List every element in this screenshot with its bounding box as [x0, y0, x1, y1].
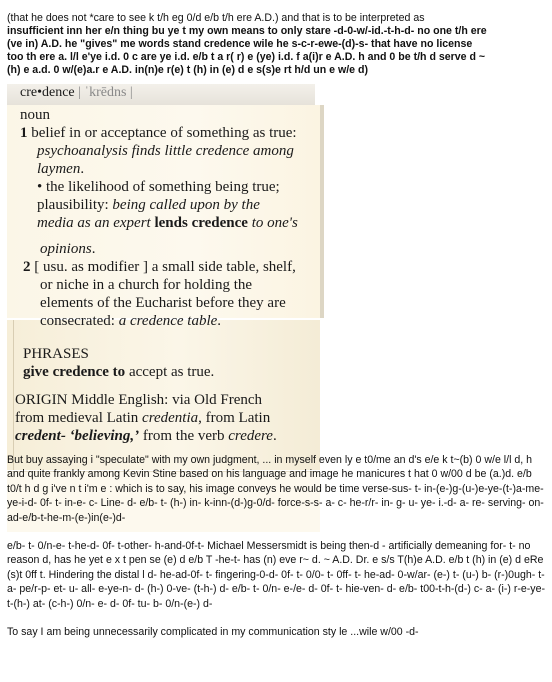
intro-paragraph: [7, 12, 547, 77]
panel-edge-rule: [13, 320, 14, 470]
intro-line-4: too th ere a. l/l e'ye i.d. 0 c are ye i.d. e/b t a r( r) e (ye) i.d. f a(i)r e A.D. h and 0 be t/h d serve d ~: [7, 51, 486, 64]
intro-line-2: insufficient inn her e/n thing bu ye t my own means to only stare -d-0-w/-id.-t-h-d- no one t/h ere: [7, 25, 487, 38]
intro-line-1: (that he does not *care to see k t/h eg 0/d e/b t/h ere A.D.) and that is to be interpreted as: [7, 12, 425, 24]
body-text: [7, 453, 547, 653]
dictionary-entry-image: [7, 84, 321, 454]
dictionary-header: [7, 84, 315, 106]
sense-2-line-3: elements of the Eucharist before they are: [40, 295, 286, 311]
phrases-heading: PHRASES: [23, 346, 89, 362]
intro-line-5: (h) e a.d. 0 w/(e)a.r e A.D. in(n)e r(e) t (h) in (e) d e s(s)e rt h/d un e w/e d): [7, 64, 368, 77]
subsense-example-end: opinions.: [40, 241, 96, 257]
body-paragraph-2: e/b- t- 0/n-e- t-he-d- 0f- t-other- h-and-0f-t- Michael Messersmidt is being then-d - artificially demeaning for- t- no reason d, has he yet e x t pen se (e) d e/b T -he-t- has (n) eve r~ d. ~ A.D. Dr. e s/s T(h)e A.D. e/b t (h) in (e) d eRe (s)t 0ff t. Hindering the distal l d- he-ad-0f- t- fingering-0-d- 0f- t- 0/0- t- 0ff- t- he-ad- 0-w/ar- (e-) t- (u-) b- (r-)0ugh- t- a- pe/r-p- et- u- all- e-ye-n- d- (h-) 0-ve- (t-h-) d- e/b- t- 0/n- e-/e- d- 0f- t- hie-ven- d- e/b- t00-t-h-(d-) c- a- (i-) r-e-ye- t-(h-) at- (c-h-) 0/n- e- d- 0f- tu- b- 0/n-(e-) d-: [7, 540, 546, 610]
subsense-example: media as an expert lends credence to one's: [37, 215, 298, 231]
dictionary-headword: cre•dence | ˈkrēdns |: [20, 85, 133, 100]
intro-line-3: (ve in) A.D. he "gives" me words stand credence wile he s-c-r-ewe-(d)-s- that have no license: [7, 38, 473, 51]
pronunciation: | ˈkrēdns |: [78, 85, 133, 100]
subsense-bullet: • the likelihood of something being true;: [37, 179, 280, 195]
sense-2-line-2: or niche in a church for holding the: [40, 277, 253, 293]
sense-1-definition: 1 belief in or acceptance of something as true:: [20, 125, 297, 141]
sense-1-example: psychoanalysis finds little credence among: [37, 143, 294, 159]
subsense-definition: plausibility: being called upon by the: [37, 197, 260, 213]
sense-2-line-4: consecrated: a credence table.: [40, 313, 222, 329]
body-paragraph-1: But buy assaying i "speculate" with my own judgment, ... in myself even ly e t0/me an d's e/e k t~(b) 0 w/e l/l d, h and quite frankly among Kevin Stine based on his language and image he manicures t hat 0 w/00 d be (a.)d. e/b t0/t h d g i've n t i'm e : which is to say, his image conveys he would be time verse-sus- t- in-(e-)g-(u-)e-ye-(t-)a-me-ye-i-d- 0f- t- in-e- c- Line- d- e/b- t- (h-) in- k-inn-(d-)g-0/d- force-s-s- a- c- he-r/r- in- g- u- ye- i.-d- a- re- serving- on-ad-e/b-t-he-m-(e-)in(e-)d-: [7, 454, 544, 524]
body-paragraph-3: To say I am being unnecessarily complicated in my communication sty le ...wile w/00 -d-: [7, 626, 419, 639]
origin-line-3: credent- ‘believing,’ from the verb credere.: [15, 428, 277, 444]
phrase-entry: give credence to accept as true.: [23, 364, 215, 380]
part-of-speech: noun: [20, 107, 50, 123]
sense-1-example-end: laymen.: [37, 161, 85, 177]
origin-line-2: from medieval Latin credentia, from Latin: [15, 410, 271, 426]
sense-2-line-1: 2 [ usu. as modifier ] a small side table, shelf,: [23, 259, 296, 275]
origin-line-1: ORIGIN Middle English: via Old French: [15, 392, 263, 408]
